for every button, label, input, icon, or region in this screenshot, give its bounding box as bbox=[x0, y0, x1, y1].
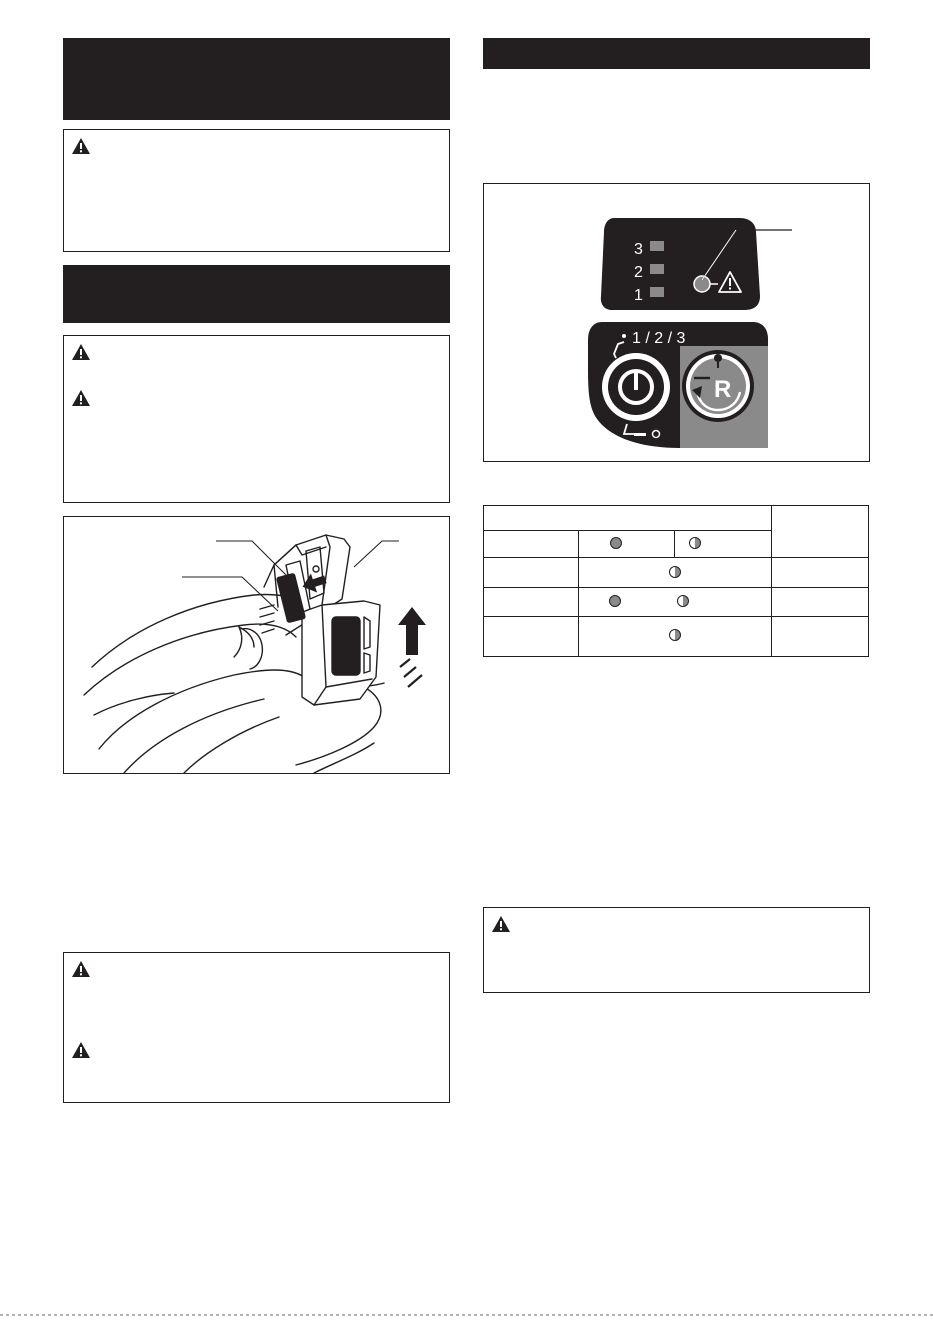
indicator-blinking-icon bbox=[669, 629, 681, 641]
warning-box-2 bbox=[63, 335, 450, 503]
indicator-lit-icon bbox=[609, 595, 621, 607]
warning-icon bbox=[71, 1041, 91, 1059]
warning-icon bbox=[71, 389, 91, 407]
page-bottom-rule bbox=[0, 1314, 933, 1316]
warning-box-4 bbox=[483, 907, 870, 993]
section-heading-bar-2 bbox=[63, 265, 450, 323]
battery-illustration bbox=[64, 517, 449, 773]
indicator-blinking-icon bbox=[689, 537, 701, 549]
level-label-1: 1 bbox=[634, 287, 643, 304]
level-indicator-2 bbox=[650, 264, 664, 274]
warning-box-1 bbox=[63, 129, 450, 252]
level-label-2: 2 bbox=[634, 264, 643, 281]
control-panel-illustration bbox=[484, 184, 869, 461]
warning-icon bbox=[71, 343, 91, 361]
warning-icon bbox=[71, 137, 91, 155]
indicator-lit-icon bbox=[610, 537, 622, 549]
indicator-blinking-icon bbox=[677, 595, 689, 607]
level-indicator-1 bbox=[650, 287, 664, 297]
warning-box-3 bbox=[63, 952, 450, 1103]
control-panel-figure bbox=[483, 183, 870, 462]
battery-insertion-figure bbox=[63, 516, 450, 774]
reverse-label: R bbox=[714, 376, 732, 403]
warning-icon bbox=[491, 915, 511, 933]
indicator-table bbox=[483, 505, 869, 657]
level-indicator-3 bbox=[650, 241, 664, 251]
power-button-icon bbox=[602, 353, 670, 421]
warning-lamp bbox=[694, 276, 710, 292]
level-label-3: 3 bbox=[634, 241, 643, 258]
section-heading-bar-1 bbox=[63, 38, 450, 120]
section-heading-bar-3 bbox=[483, 38, 870, 69]
warning-icon bbox=[71, 960, 91, 978]
indicator-blinking-icon bbox=[669, 566, 681, 578]
mode-label: 1 / 2 / 3 bbox=[632, 330, 686, 347]
reverse-button-icon bbox=[682, 350, 754, 422]
